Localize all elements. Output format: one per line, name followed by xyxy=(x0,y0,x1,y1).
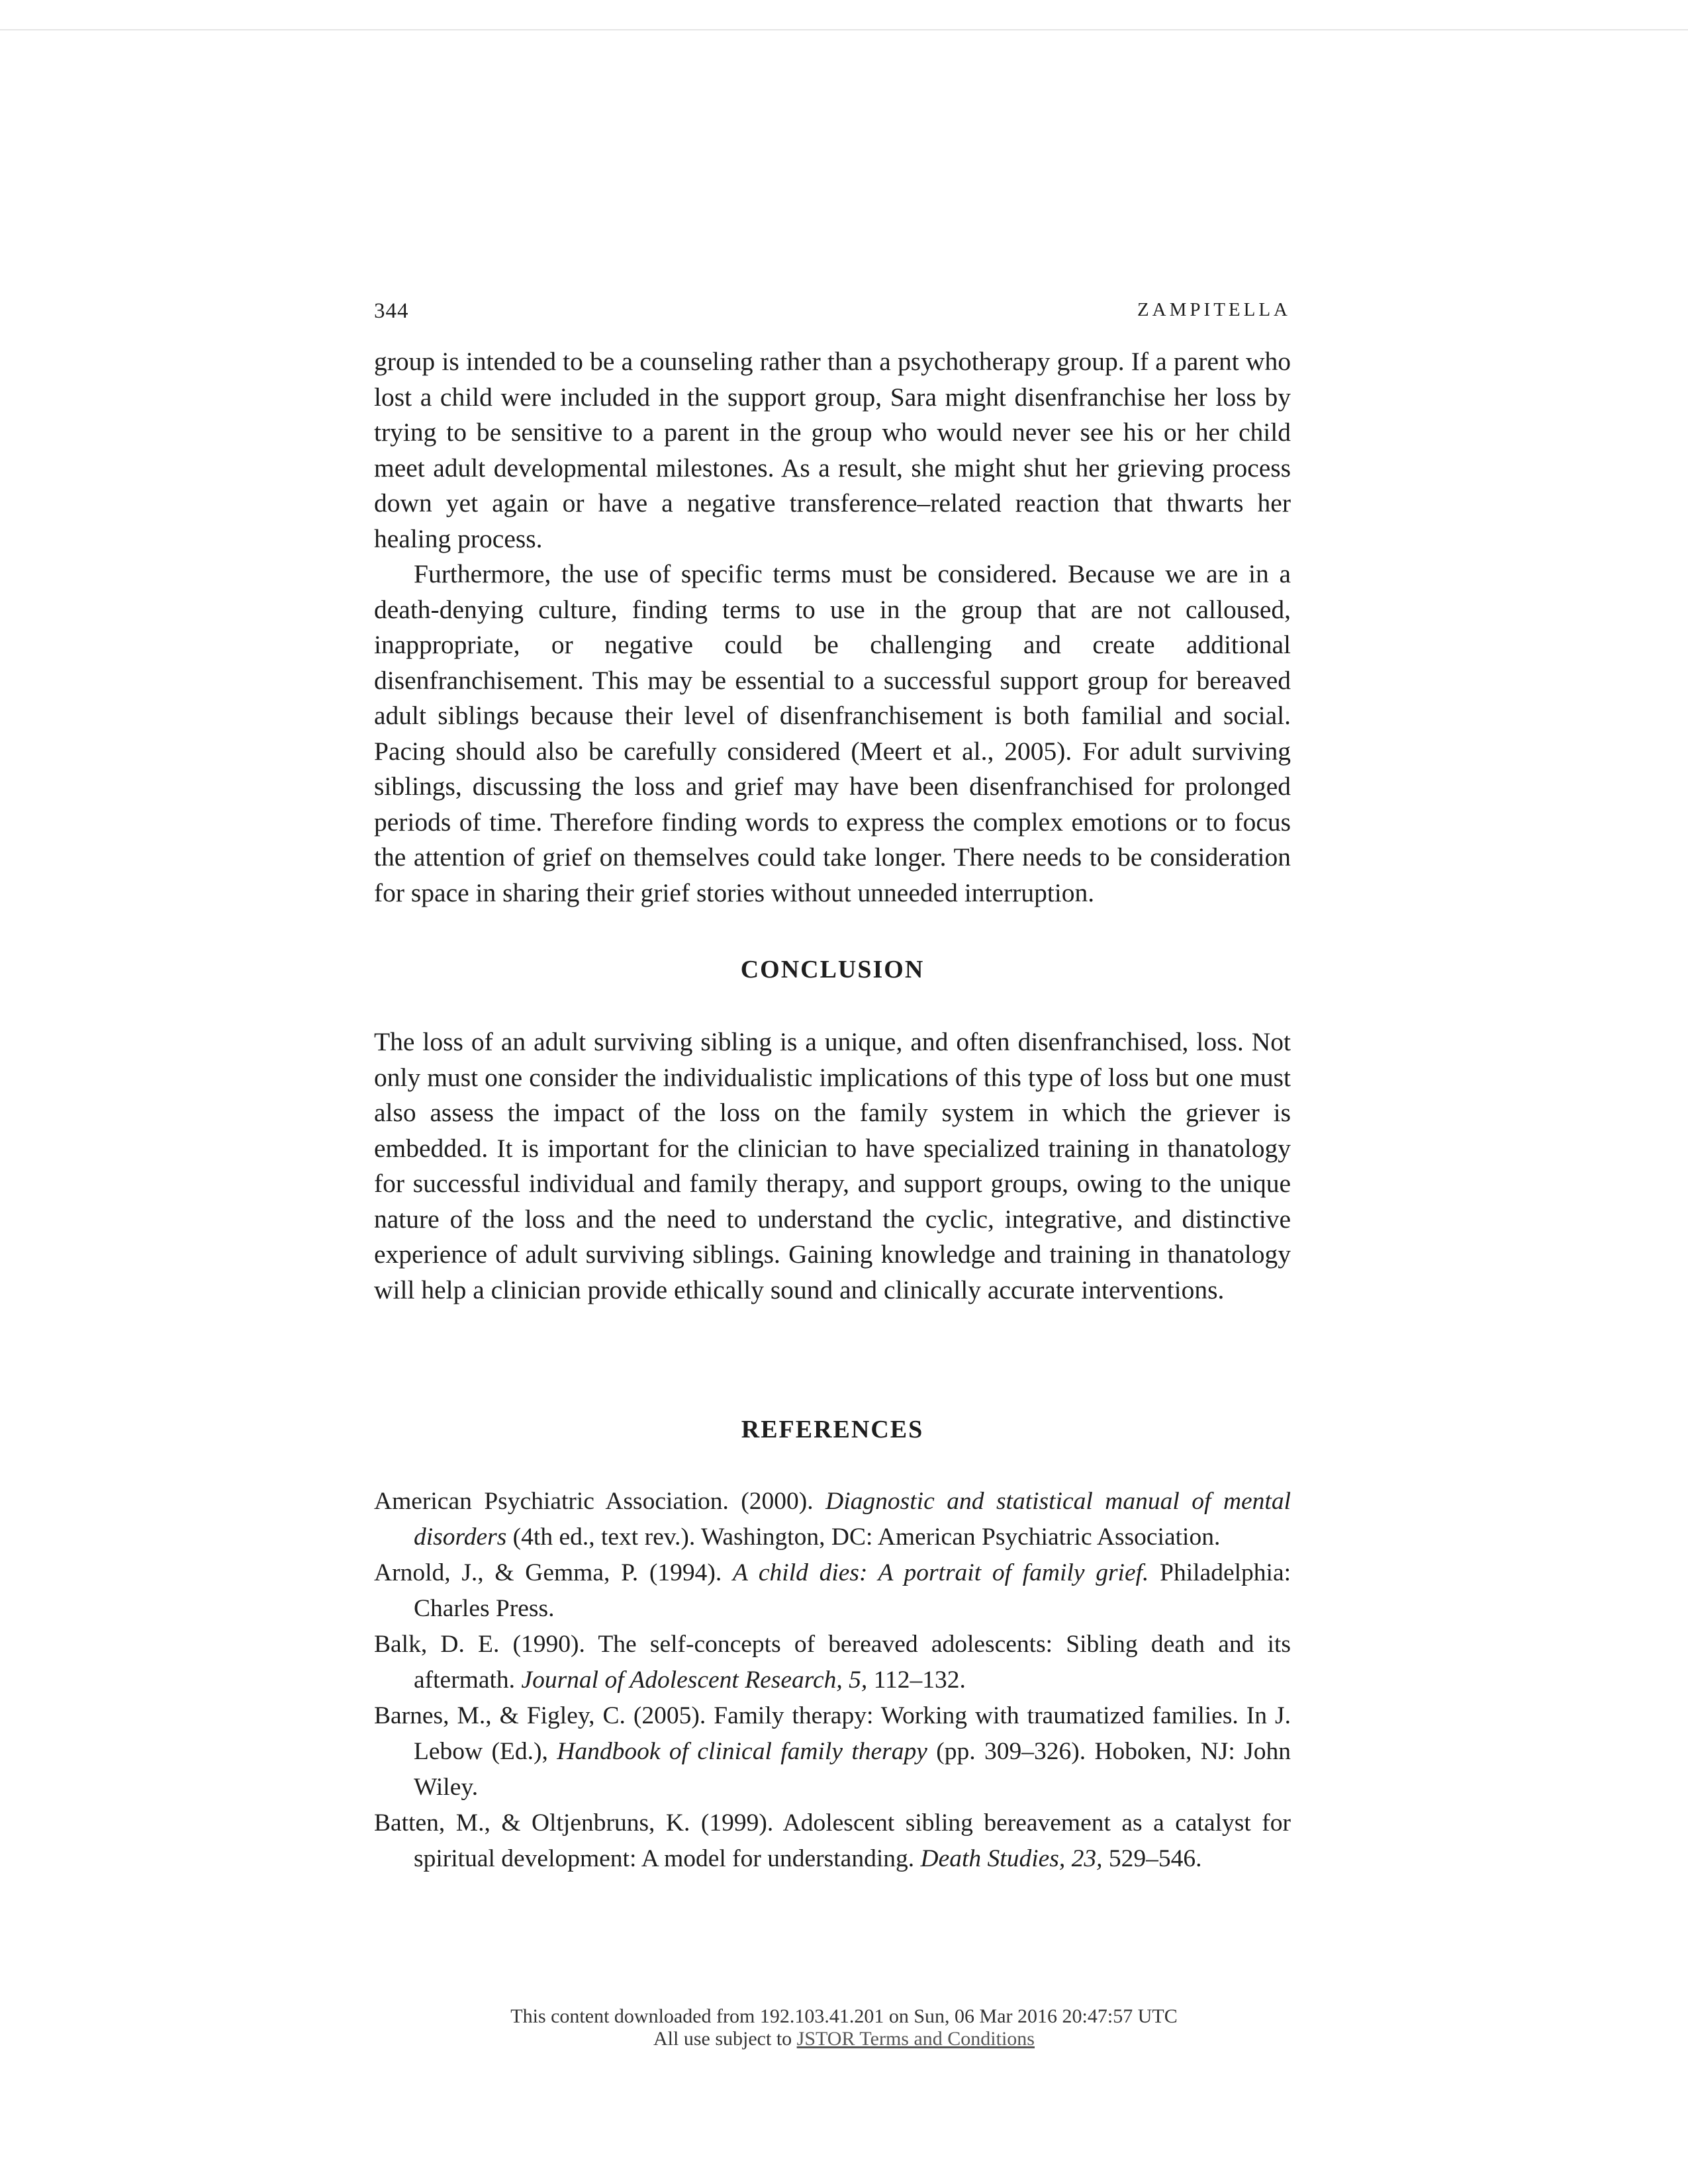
reference-item xyxy=(374,1627,1291,1698)
reference-title: A child dies: A portrait of family grief. xyxy=(732,1559,1149,1586)
reference-text: (4th ed., text rev.). Washington, DC: American Psychiatric Association. xyxy=(506,1524,1221,1551)
terms-notice xyxy=(0,2028,1688,2050)
running-head-author: ZAMPITELLA xyxy=(1137,299,1291,320)
reference-text: Philadelphia: Charles Press. xyxy=(414,1559,1291,1622)
page-number: 344 xyxy=(374,299,409,323)
reference-item xyxy=(374,1805,1291,1877)
conclusion-section xyxy=(374,1024,1291,1308)
body-paragraph-2: Furthermore, the use of specific terms must be considered. Because we are in a death-denying culture, finding terms to use in the group that are not calloused, inappropriate, or negative could be challenging and create additional disenfranchisement. This may be essential to a successful support group for bereaved adult siblings because their level of disenfranchisement is both familial and social. Pacing should also be carefully considered (Meert et al., 2005). For adult surviving siblings, discussing the loss and grief may have been disenfranchised for prolonged periods of time. Therefore finding words to express the complex emotions or to focus the attention of grief on themselves could take longer. There needs to be consideration for space in sharing their grief stories without unneeded interruption. xyxy=(374,559,1291,907)
reference-text: 112–132. xyxy=(867,1666,966,1694)
conclusion-heading: CONCLUSION xyxy=(740,956,925,983)
reference-text: Barnes, M., & Figley, C. (2005). Family therapy: Working with traumatized families. In J. Lebow (Ed.), xyxy=(374,1702,1291,1765)
body-paragraph-1: group is intended to be a counseling rather than a psychotherapy group. If a parent who lost a child were included in the support group, Sara might disenfranchise her loss by trying to be sensitive to a parent in the group who would never see his or her child meet adult developmental milestones. As a result, she might shut her grieving process down yet again or have a negative transference–related reaction that thwarts her healing process. xyxy=(374,347,1291,553)
reference-text: Arnold, J., & Gemma, P. (1994). xyxy=(374,1559,733,1586)
reference-title: Handbook of clinical family therapy xyxy=(557,1738,927,1765)
page-header xyxy=(374,299,1291,332)
reference-title: Death Studies, 23, xyxy=(920,1845,1103,1872)
reference-title: Journal of Adolescent Research, 5, xyxy=(521,1666,868,1694)
reference-item xyxy=(374,1555,1291,1627)
body-text xyxy=(374,344,1291,911)
reference-text: 529–546. xyxy=(1102,1845,1202,1872)
reference-title: Diagnostic and statistical manual of mental disorders xyxy=(414,1488,1291,1551)
jstor-footer xyxy=(0,2005,1688,2050)
download-notice: This content downloaded from 192.103.41.201 on Sun, 06 Mar 2016 20:47:57 UTC xyxy=(510,2005,1178,2027)
references-heading: REFERENCES xyxy=(741,1416,924,1443)
reference-item xyxy=(374,1698,1291,1805)
reference-text: Batten, M., & Oltjenbruns, K. (1999). Adolescent sibling bereavement as a catalyst for spiritual development: A model for understanding. xyxy=(374,1809,1291,1872)
reference-list xyxy=(374,1484,1291,1877)
scan-edge-rule xyxy=(0,29,1688,30)
reference-text: Balk, D. E. (1990). The self-concepts of bereaved adolescents: Sibling death and its aftermath. xyxy=(374,1631,1291,1694)
reference-text: (pp. 309–326). Hoboken, NJ: John Wiley. xyxy=(414,1738,1291,1801)
conclusion-paragraph: The loss of an adult surviving sibling is a unique, and often disenfranchised, loss. Not only must one consider the individualistic implications of this type of loss but one must also assess the impact of the loss on the family system in which the griever is embedded. It is important for the clinician to have specialized training in thanatology for successful individual and family therapy, and support groups, owing to the unique nature of the loss and the need to understand the cyclic, integrative, and distinctive experience of adult surviving siblings. Gaining knowledge and training in thanatology will help a clinician provide ethically sound and clinically accurate interventions. xyxy=(374,1027,1291,1304)
reference-text: American Psychiatric Association. (2000). xyxy=(374,1488,826,1515)
terms-link[interactable]: JSTOR Terms and Conditions xyxy=(796,2028,1035,2050)
terms-prefix: All use subject to xyxy=(653,2028,797,2050)
reference-item xyxy=(374,1484,1291,1555)
